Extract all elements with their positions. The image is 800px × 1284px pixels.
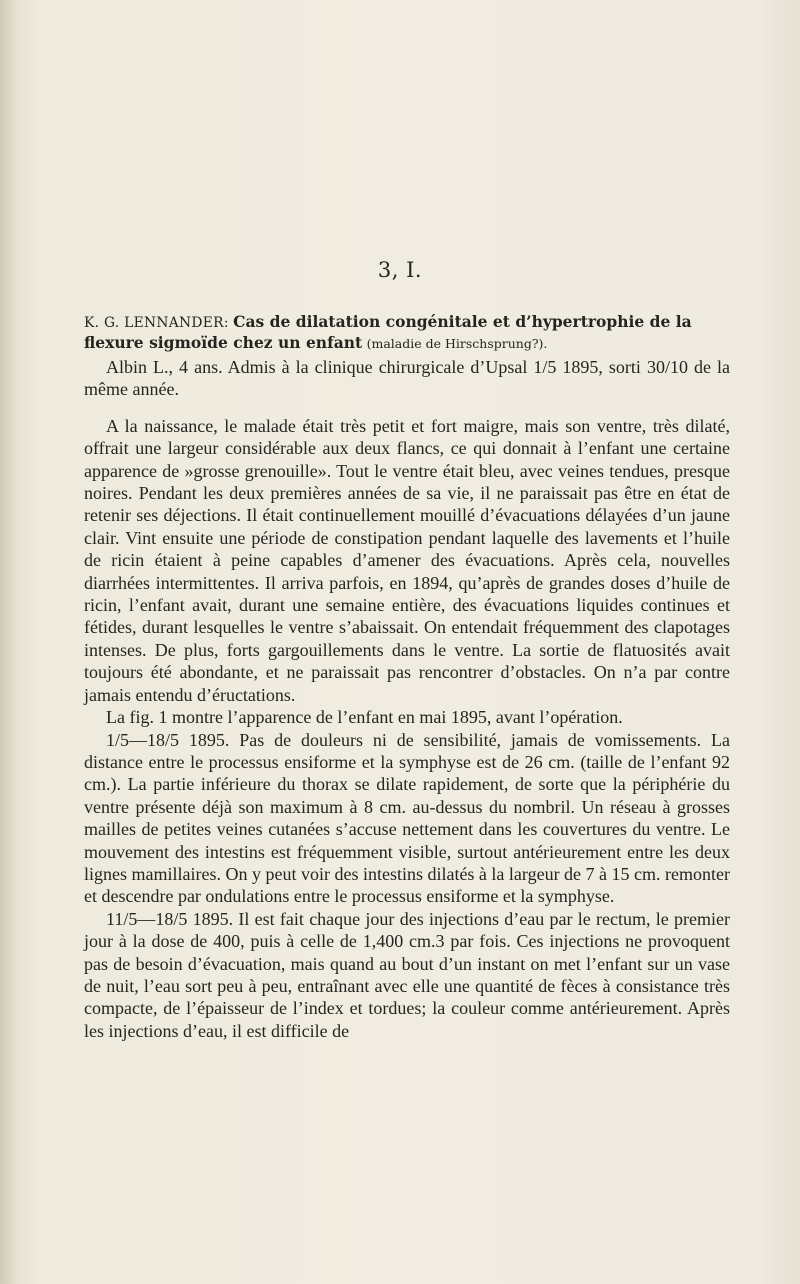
paragraph-examination: 1/5—18/5 1895. Pas de douleurs ni de sensibilité, jamais de vomissements. La distance entre le processus ensiforme et la symphyse est de 26 cm. (taille de l’enfant 92 cm.). La partie inférieure du thorax se dilate rapidement, de sorte que la périphérie du ventre présente déjà son maximum à 8 cm. au-dessus du nombril. Un réseau à grosses mailles de petites veines cutanées s’accuse nettement dans les couvertures du ventre. Le mouvement des intestins est fréquemment visible, surtout antérieurement entre les deux lignes mamillaires. On y peut voir des intestins dilatés à la largeur de 7 à 15 cm. remonter et descendre par ondulations entre le processus ensiforme et la symphyse. [84,729,730,907]
paragraph-treatment: 11/5—18/5 1895. Il est fait chaque jour des injections d’eau par le rectum, le premier jour à la dose de 400, puis à celle de 1,400 cm.3 par fois. Ces injections ne provoquent pas de besoin d’évacuation, mais quand au bout d’un instant on met l’enfant sur un vase de nuit, l’eau sort peu à peu, entraînant avec elle une quantité de fèces à consistance très compacte, de l’épaisseur de l’index et tordues; la couleur comme antérieurement. Après les injections d’eau, il est difficile de [84,908,730,1041]
paragraph-admission: Albin L., 4 ans. Admis à la clinique chirurgicale d’Upsal 1/5 1895, sorti 30/10 de la même année. [84,357,730,400]
article-header [84,312,730,354]
article-authors: K. G. LENNANDER: [84,315,229,331]
paragraph-figure-reference: La fig. 1 montre l’apparence de l’enfant en mai 1895, avant l’opération. [106,707,623,728]
paragraph-history: A la naissance, le malade était très petit et fort maigre, mais son ventre, très dilaté, offrait une largeur considérable aux deux flancs, ce qui donnait à l’enfant une certaine apparence de »grosse grenouille». Tout le ventre était bleu, avec veines tendues, presque noires. Pendant les deux premières années de sa vie, il ne paraissait pas être en état de retenir ses déjections. Il était continuellement mouillé d’évacuations délayées d’un jaune clair. Vint ensuite une période de constipation pendant laquelle des lavements et l’huile de ricin étaient à peine capables d’amener des évacuations. Après cela, nouvelles diarrhées intermittentes. Il arriva parfois, en 1894, qu’après de grandes doses d’huile de ricin, l’enfant avait, durant une semaine entière, des évacuations liquides continues et fétides, durant lesquelles le ventre s’abaissait. On entendait fréquemment des clapotages intenses. De plus, forts gargouillements dans le ventre. La sortie de flatuosités avait toujours été abondante, et ne paraissait pas rencontrer d’obstacles. On n’a par contre jamais entendu d’éructations. [84,415,730,705]
article-body [84,356,730,1042]
article-title: Cas de dilatation congénitale et d’hypertrophie de la flexure sigmoïde chez un enfant [84,312,692,352]
page-edge-shadow [0,0,18,1284]
page-number: 3, I. [377,258,423,282]
article-title-note: (maladie de Hirschsprung?). [366,336,548,351]
